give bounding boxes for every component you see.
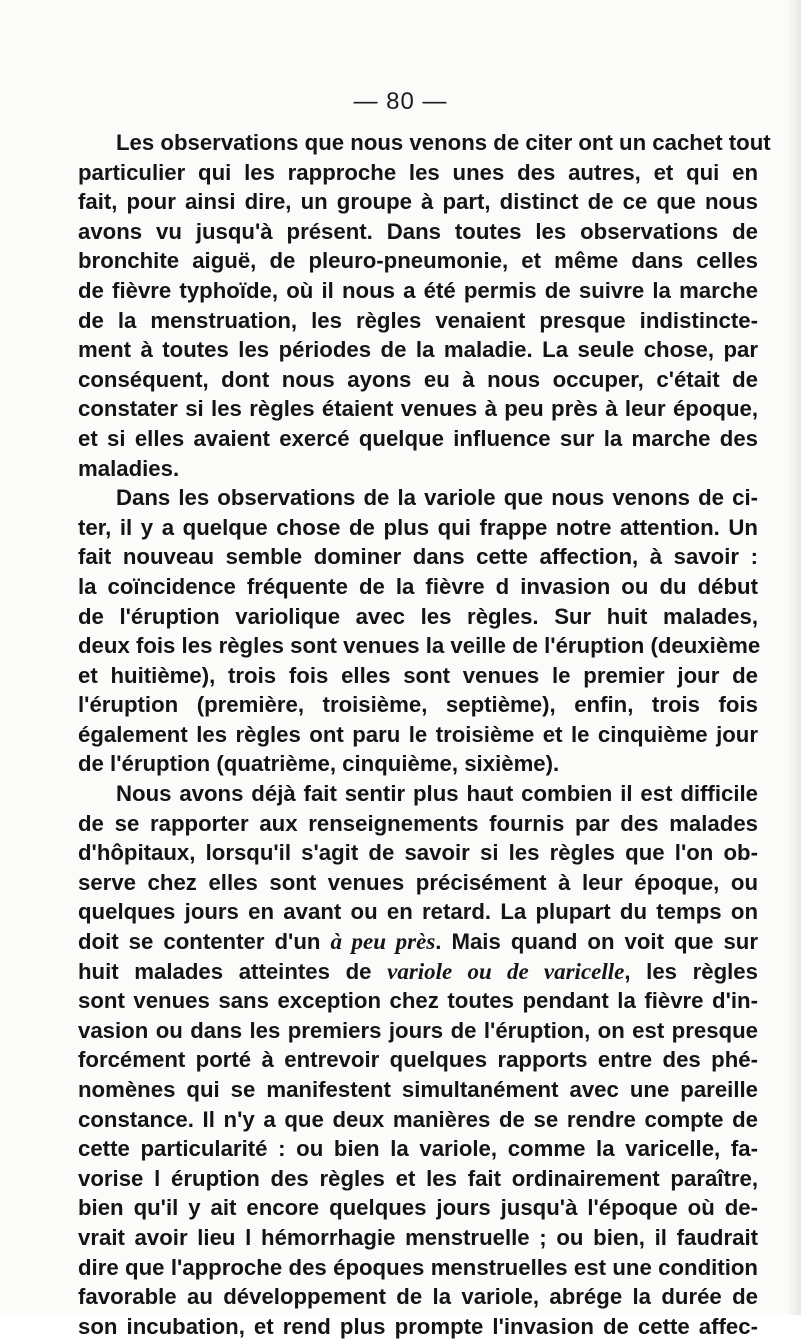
text-line: nomènes qui se manifestent simultanément avec une pareille [78,1077,758,1102]
page-number: — 80 — [353,88,448,115]
text-line: vasion ou dans les premiers jours de l'éruption, on est presque [78,1017,758,1043]
text-line: Les observations que nous venons de citer ont un cachet tout [116,130,771,155]
text-line: également les règles ont paru le troisième et le cinquième jour [78,721,758,747]
text-line: particulier qui les rapproche les unes des autres, et qui en [78,159,758,185]
text-line: fait, pour ainsi dire, un groupe à part, distinct de ce que nous [78,189,758,215]
text-line: de fièvre typhoïde, où il nous a été permis de suivre la marche [78,277,758,303]
text-line: sont venues sans exception chez toutes pendant la fièvre d'in- [78,988,758,1014]
text-line: de l'éruption (quatrième, cinquième, sixième). [78,751,560,777]
text-line: et si elles avaient exercé quelque influence sur la marche des [78,425,758,451]
text-line: vrait avoir lieu l hémorrhagie menstruelle ; ou bien, il faudrait [78,1224,758,1250]
text-line: bien qu'il y ait encore quelques jours jusqu'à l'époque où de- [78,1195,758,1221]
text-segment: . Mais quand on voit que sur [435,929,758,955]
text-line: fait nouveau semble dominer dans cette affection, à savoir : [78,544,758,570]
text-line: Dans les observations de la variole que nous venons de ci- [116,485,758,511]
text-line: maladies. [78,455,180,481]
text-line: quelques jours en avant ou en retard. La plupart du temps on [78,899,758,925]
text-line: serve chez elles sont venues précisément à leur époque, ou [78,869,758,895]
text-line: de l'éruption variolique avec les règles. Sur huit malades, [78,603,758,629]
text-line: favorable au développement de la variole, abrége la durée de [78,1284,758,1310]
text-line: forcément porté à entrevoir quelques rapports entre des phé- [78,1047,758,1073]
text-line: de la menstruation, les règles venaient presque indistincte- [78,307,758,333]
text-line: la coïncidence fréquente de la fièvre d invasion ou du début [78,573,758,599]
page-edge-shadow [787,0,801,1315]
text-segment: doit se contenter d'un [78,929,331,955]
text-line: conséquent, dont nous ayons eu à nous occuper, c'était de [78,366,758,392]
text-line: avons vu jusqu'à présent. Dans toutes les observations de [78,218,758,244]
italic-phrase: à peu près [330,929,436,955]
text-line: et huitième), trois fois elles sont venues le premier jour de [78,662,758,688]
text-segment: huit malades atteintes de [78,958,388,984]
text-line: constance. Il n'y a que deux manières de se rendre compte de [78,1106,758,1132]
text-line: deux fois les règles sont venues la veille de l'éruption (deuxième [78,633,761,659]
text-line: son incubation, et rend plus prompte l'invasion de cette affec- [78,1313,758,1339]
text-line: ter, il y a quelque chose de plus qui frappe notre attention. Un [78,514,758,540]
text-line: ment à toutes les périodes de la maladie. La seule chose, par [78,337,758,363]
text-line-with-italic [78,927,758,957]
text-line: vorise l éruption des règles et les fait ordinairement paraître, [78,1165,758,1191]
text-line: Nous avons déjà fait sentir plus haut combien il est difficile [116,781,758,807]
text-line: cette particularité : ou bien la variole, comme la varicelle, fa- [78,1136,758,1162]
text-line-with-italic [78,957,758,987]
italic-phrase: variole ou de varicelle [387,958,625,984]
text-line: dire que l'approche des époques menstruelles est une condition [78,1254,758,1280]
text-line: de se rapporter aux renseignements fournis par des malades [78,810,758,836]
text-line: l'éruption (première, troisième, septième), enfin, trois fois [78,692,758,718]
text-segment: , les règles [624,958,758,984]
text-line: d'hôpitaux, lorsqu'il s'agit de savoir si les règles que l'on ob- [78,840,758,866]
text-line: constater si les règles étaient venues à peu près à leur époque, [78,396,758,422]
body-text [78,128,771,1341]
text-line: bronchite aiguë, de pleuro-pneumonie, et même dans celles [78,248,758,274]
